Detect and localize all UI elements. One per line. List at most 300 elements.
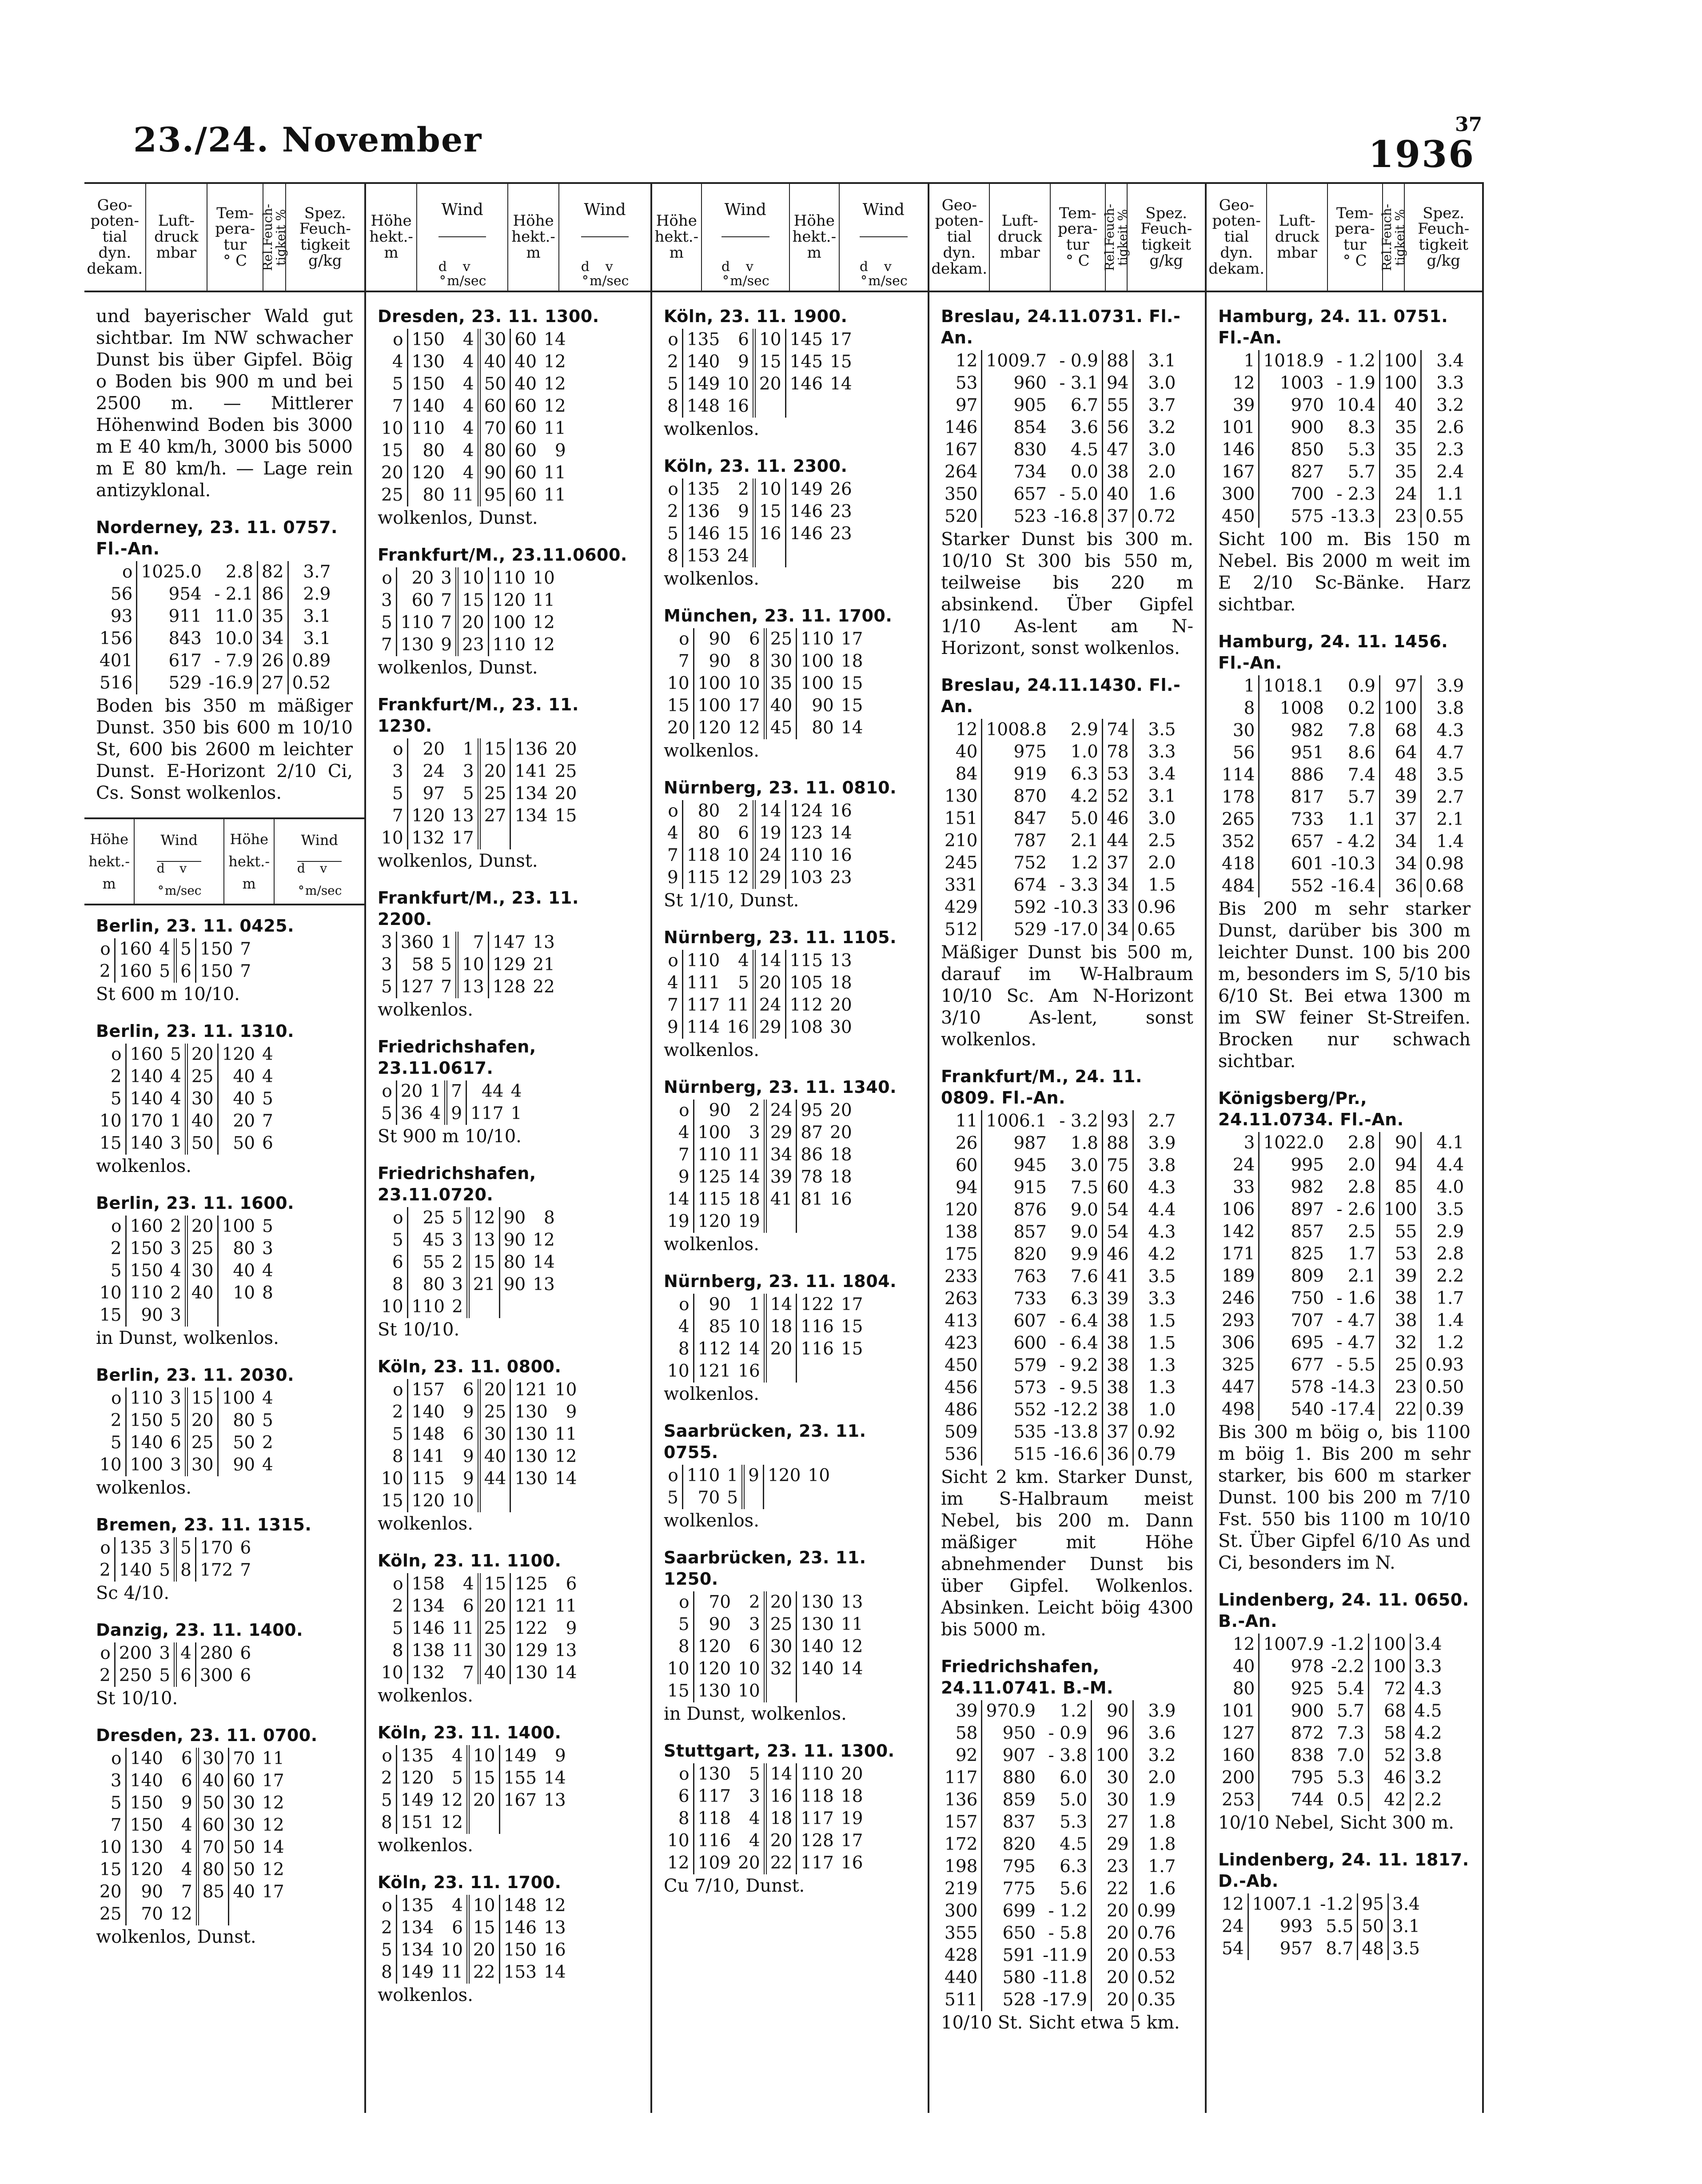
table-cell: 11 [544,485,566,505]
table-cell: 601 [1259,853,1327,875]
station-title: Breslau, 24.11.1430. Fl.-An. [941,675,1181,716]
table-cell: 6.3 [1070,764,1098,784]
table-cell: 847 [982,808,1050,830]
observation-table [664,1294,866,1383]
table-cell: 110 [797,1763,837,1785]
table-cell: 80 [407,1274,448,1296]
table-cell [218,1304,259,1327]
table-cell: 12 [554,1447,577,1467]
table-cell: 19 [754,822,785,845]
table-row [664,373,856,395]
table-cell: 17 [830,330,852,350]
table-cell: 993 [1248,1916,1316,1938]
table-cell: 12 [262,1815,284,1835]
table-row [941,372,1179,395]
table-cell: 68 [1369,1700,1410,1722]
wind-units [860,236,908,291]
table-cell: o [393,1574,403,1594]
table-row [664,1487,833,1509]
table-cell: 3 [170,1388,181,1408]
station-title: Friedrichshafen, 23.11.0617. [378,1037,536,1078]
header-text: druck [1275,228,1319,246]
table-cell: 9 [446,1103,466,1125]
table-cell: 607 [982,1310,1050,1332]
table-cell: 110 [407,1296,448,1318]
table-cell: 7 [462,1663,474,1683]
table-cell: 200 [1222,1768,1255,1788]
table-cell: 13 [468,1229,499,1251]
table-cell: 60 [510,418,540,440]
header-text: d [438,259,447,275]
table-cell: 1 [430,1081,441,1101]
table-cell: 5 [262,1411,273,1431]
table-cell: 300 [945,1901,978,1921]
header-text: pera- [215,220,255,238]
table-row [378,1640,580,1662]
table-row [1218,506,1467,528]
table-cell: 97 [1379,675,1421,697]
table-cell: 3 [262,1239,273,1259]
table-cell: 3.0 [1133,372,1179,395]
table-cell: 120 [694,1658,734,1680]
table-cell: 3 [381,590,392,610]
table-cell: 10 [738,674,760,693]
table-row [1218,1745,1446,1767]
station-title: Köln, 23. 11. 1900. [664,307,848,326]
station-note: wolkenlos. [664,419,759,439]
table-cell: 90 [694,1294,734,1316]
table-row [664,1680,866,1702]
table-cell: 4 [181,1837,192,1857]
table-cell: 1009.7 [982,350,1050,372]
table-cell: 3.5 [1421,764,1467,786]
table-cell: 40 [1232,1657,1255,1677]
table-cell: 4.3 [1133,1177,1179,1199]
table-row [941,1989,1179,2011]
table-row [378,329,570,351]
table-cell: 960 [982,372,1050,395]
table-cell: 136 [510,738,551,761]
table-cell: 3 [749,1614,760,1634]
station-note: wolkenlos. [378,1686,473,1706]
table-row [378,1490,580,1512]
table-cell: 0.99 [1133,1900,1179,1922]
header-text: tigkeit [1141,236,1191,254]
table-cell: 5.7 [1337,1701,1365,1721]
table-row [941,1922,1179,1945]
table-cell: 1006.1 [982,1110,1050,1132]
table-cell: 46 [1102,808,1133,830]
table-cell: 0.98 [1421,853,1467,875]
page-number: 37 [1455,113,1483,136]
table-cell: 150 [407,373,448,395]
table-cell: 0.92 [1133,1421,1179,1443]
table-cell: 2.2 [1410,1789,1446,1811]
column-header [366,182,650,292]
table-cell: 995 [1259,1154,1327,1176]
table-cell [785,395,826,418]
station-title: Nürnberg, 23. 11. 1804. [664,1271,897,1291]
table-row [941,741,1179,763]
table-cell: 7 [678,651,690,671]
table-cell: 10 [452,1491,474,1511]
table-cell: 970 [1259,395,1327,417]
table-cell: o [679,629,690,649]
table-cell: -17.4 [1331,1399,1375,1419]
table-cell: 859 [982,1789,1039,1811]
table-cell: 34 [1102,919,1133,941]
table-cell [826,395,856,418]
observation-table [378,567,558,656]
station-title: Hamburg, 24. 11. 0751. Fl.-An. [1218,307,1448,347]
table-cell: 100 [797,650,837,673]
table-cell: 200 [115,1642,155,1665]
table-cell: 17 [841,1295,863,1315]
table-cell: 15 [841,1339,863,1359]
table-row [378,805,580,827]
station-title: Frankfurt/M., 24. 11. 0809. Fl.-An. [941,1067,1142,1108]
table-cell: 90 [218,1454,259,1476]
table-cell: 4 [667,823,678,843]
header-text: Rel.Feuch-tigkeit % [1379,203,1407,271]
table-cell: 13 [830,951,852,971]
table-row [664,994,856,1016]
table-cell: 70 [229,1748,259,1770]
table-cell: 140 [126,1132,167,1155]
table-row [378,418,570,440]
table-cell [499,1812,540,1834]
table-cell: 118 [797,1785,837,1808]
table-cell: 1.1 [1421,483,1467,506]
table-cell: 280 [195,1642,236,1665]
table-cell: 40 [218,1260,259,1282]
table-cell: 830 [982,439,1050,461]
station-note: Sicht 100 m. Bis 150 m Nebel. Bis 2000 m weit im E 2/10 Sc-Bänke. Harz sichtbar. [1218,529,1471,615]
table-row [664,523,856,545]
table-cell: 775 [982,1878,1039,1900]
table-cell: 55 [1379,1221,1421,1243]
table-row [96,650,334,672]
table-cell: 4 [175,1642,196,1665]
table-cell: 140 [126,1088,167,1110]
table-cell: 58 [1369,1722,1410,1745]
table-cell: 35 [1379,439,1421,461]
header-text: d [721,259,730,275]
table-cell: 2.7 [1133,1110,1179,1132]
table-cell: 512 [945,920,978,940]
table-cell: 122 [510,1618,551,1640]
wind-label: Wind [862,201,905,219]
table-cell: 20 [667,718,690,738]
table-cell: 4.2 [1070,786,1098,806]
table-cell: 707 [1259,1310,1327,1332]
table-cell [826,545,856,567]
station-note: St 1/10, Dunst. [664,890,799,911]
table-cell: 7 [667,845,678,865]
table-cell: 982 [1259,1176,1327,1199]
table-row [378,373,570,395]
table-cell: 140 [407,395,448,418]
table-cell: 15 [457,590,489,612]
table-cell: 20 [1092,1989,1133,2011]
header-text: ° [722,273,729,289]
table-cell: 331 [945,875,978,895]
table-cell: 5 [749,1764,760,1784]
table-cell: 54 [1102,1221,1133,1243]
table-cell: 40 [479,1446,510,1468]
table-cell: 60 [510,440,540,462]
table-cell: 167 [499,1789,540,1812]
table-cell: 93 [110,606,133,626]
table-cell: 56 [1102,417,1133,439]
observation-table [664,1465,833,1509]
table-cell: 752 [982,852,1050,874]
table-cell: 50 [197,1792,229,1814]
table-cell: 578 [1259,1376,1327,1399]
table-row [664,972,856,994]
table-cell [765,1360,797,1383]
table-row [941,1310,1179,1332]
table-cell: 1003 [1259,372,1327,395]
table-row [941,1811,1179,1833]
table-cell: 13 [457,976,489,998]
table-cell [754,545,785,567]
table-cell: 23 [830,502,852,522]
table-row [664,950,856,972]
table-cell: 7.3 [1337,1723,1365,1743]
table-cell: 817 [1259,786,1327,809]
table-cell: 511 [945,1990,978,2010]
table-cell: 1 [1244,351,1255,371]
table-cell: 40 [186,1110,218,1132]
table-cell: 5 [392,784,403,804]
table-cell: 20 [468,1789,499,1812]
table-cell [510,1490,551,1512]
table-row [96,960,255,983]
station-title: Dresden, 23. 11. 1300. [378,307,599,326]
table-cell: 1.2 [1060,1701,1088,1721]
table-cell: 50 [186,1132,218,1155]
table-cell: o [122,562,133,582]
table-cell: 3 [392,761,403,781]
table-cell: 6 [175,1665,196,1687]
table-cell: 10 [100,1455,122,1475]
table-cell: 120 [488,590,529,612]
table-row [664,1465,833,1487]
table-row [664,845,856,867]
table-cell: 5.4 [1337,1679,1365,1699]
table-cell: 60 [510,484,540,506]
table-cell: 650 [982,1922,1039,1945]
table-cell: 24 [407,761,448,783]
table-row [96,1282,277,1304]
table-cell: 744 [1259,1789,1327,1811]
station-note: wolkenlos. [96,1478,191,1498]
table-cell: o [668,801,678,821]
table-cell: 2 [100,1666,111,1686]
table-cell: 850 [1259,439,1327,461]
header-text: d [581,259,590,275]
table-cell: 4 [170,1261,181,1281]
table-cell: 7 [240,1560,251,1580]
table-cell: 20 [738,1853,760,1873]
table-cell: 9 [566,1402,577,1422]
table-row [378,1573,580,1595]
table-cell: 92 [955,1746,978,1766]
table-cell: 2.1 [1347,1266,1375,1286]
table-cell: 14 [533,1252,555,1272]
table-cell: 140 [126,1066,167,1088]
table-cell: 25 [765,628,797,650]
height-header [652,184,702,291]
table-row [96,1454,277,1476]
table-cell: 120 [694,1636,734,1658]
table-row [96,938,255,960]
table-row [941,417,1179,439]
column-body [929,292,1205,2034]
table-cell: 4 [462,374,474,394]
table-cell: 17 [452,828,474,848]
table-row [1218,395,1467,417]
table-cell: 50 [218,1432,259,1454]
table-cell: 135 [396,1895,437,1917]
table-cell: 70 [682,1487,723,1509]
header-text: Luft- [1279,212,1315,230]
header-text: v [179,861,187,876]
table-cell: 3 [170,1455,181,1475]
table-cell: 9 [181,1793,192,1813]
wind-label: Wind [584,201,626,219]
table-row [378,1745,570,1767]
table-row [378,395,570,418]
header-text: Feuch- [1140,220,1192,238]
table-cell: 1.4 [1421,1310,1467,1332]
observation-table [664,1100,856,1233]
table-cell: 9.0 [1070,1222,1098,1242]
table-cell: 250 [115,1665,155,1687]
table-cell: 110 [407,418,448,440]
table-cell: 18 [830,1145,852,1165]
table-cell: 20 [407,738,448,761]
table-cell: 300 [1222,484,1255,504]
table-cell: 3.1 [1133,785,1179,808]
table-row [941,763,1179,785]
station-note: wolkenlos. [664,569,759,589]
table-cell: 9 [462,1447,474,1467]
table-row [1218,1656,1446,1678]
table-cell: 7 [110,1815,122,1835]
table-cell: 4 [262,1455,273,1475]
table-cell: 3.1 [288,606,334,628]
table-cell: 10 [754,478,785,501]
table-cell: 33 [1102,897,1133,919]
speed-unit [590,260,629,288]
table-cell: 60 [197,1814,229,1837]
observation-table [1218,1634,1446,1811]
station-note: wolkenlos. [664,1384,759,1404]
station-note: Mäßiger Dunst bis 500 m, darauf im W-Halbraum 10/10 Sc. Am N-Horizont 3/10 As-lent, sonst wolkenlos. [941,942,1193,1050]
table-cell: 5 [170,1411,181,1431]
table-cell: 90 [479,462,510,484]
header-text: d [156,861,165,876]
table-row [1218,1700,1446,1722]
table-cell: 18 [765,1316,797,1338]
table-cell: 2 [749,1100,760,1120]
geopotential-header [84,184,146,291]
table-cell: 2.8 [1347,1133,1375,1153]
table-cell: 954 [137,583,205,606]
table-cell: 100 [1379,350,1421,372]
table-cell: 36 [1102,1443,1133,1466]
table-cell: 253 [1222,1790,1255,1810]
header-text: hekt.- [511,228,555,246]
table-cell: 5.3 [1337,1768,1365,1788]
specific-humidity-header [1128,184,1205,291]
table-cell: 130 [126,1837,167,1859]
table-cell: 2 [452,1297,463,1317]
table-cell: 13 [841,1592,863,1612]
table-cell: 12 [955,720,978,740]
table-cell: -17.9 [1043,1990,1088,2010]
table-cell: 919 [982,763,1050,785]
wind-label: Wind [160,832,198,849]
table-row [1218,1221,1467,1243]
table-cell: 9 [678,1167,690,1187]
header-text: hekt.- [654,228,699,246]
table-cell: 140 [682,351,723,373]
table-cell: 2.6 [1421,417,1467,439]
table-cell: 7 [392,806,403,826]
observation-table [378,1745,570,1834]
table-cell: 4 [452,1746,463,1766]
table-cell: 12 [533,635,555,655]
table-cell: 2 [738,479,749,499]
observation-table [96,1642,255,1687]
table-cell: 982 [1259,720,1327,742]
table-cell: 21 [533,955,555,975]
speed-unit [447,260,486,288]
table-cell: 10 [738,1659,760,1679]
table-cell: 5 [678,1614,690,1634]
table-cell: 0.2 [1347,698,1375,718]
table-cell: 12 [1232,1634,1255,1654]
table-cell: 41 [765,1188,797,1211]
table-cell: 825 [1259,1243,1327,1265]
header-text: tigkeit [300,236,350,254]
table-cell: 14 [667,1189,690,1209]
table-cell: 3.8 [1133,1155,1179,1177]
table-cell: 145 [785,351,826,373]
table-cell: 40 [479,1662,510,1684]
table-row [941,483,1179,506]
table-cell: -11.9 [1043,1945,1088,1965]
table-cell: 880 [982,1767,1039,1789]
table-cell: o [679,1764,690,1784]
table-cell: 4.3 [1410,1678,1446,1700]
table-cell: 100 [218,1387,259,1410]
table-cell: 17 [262,1882,284,1902]
table-cell: 10 [100,1111,122,1131]
table-cell: 150 [126,1792,167,1814]
table-cell: 11 [544,463,566,483]
header-text: tial [102,228,128,246]
table-cell: 46 [1102,1243,1133,1266]
table-cell: 10 [457,567,489,590]
table-cell: 11 [452,485,474,505]
table-cell: 11 [452,1618,474,1638]
table-cell: 44 [479,1468,510,1490]
table-cell: -10.3 [1053,897,1098,917]
